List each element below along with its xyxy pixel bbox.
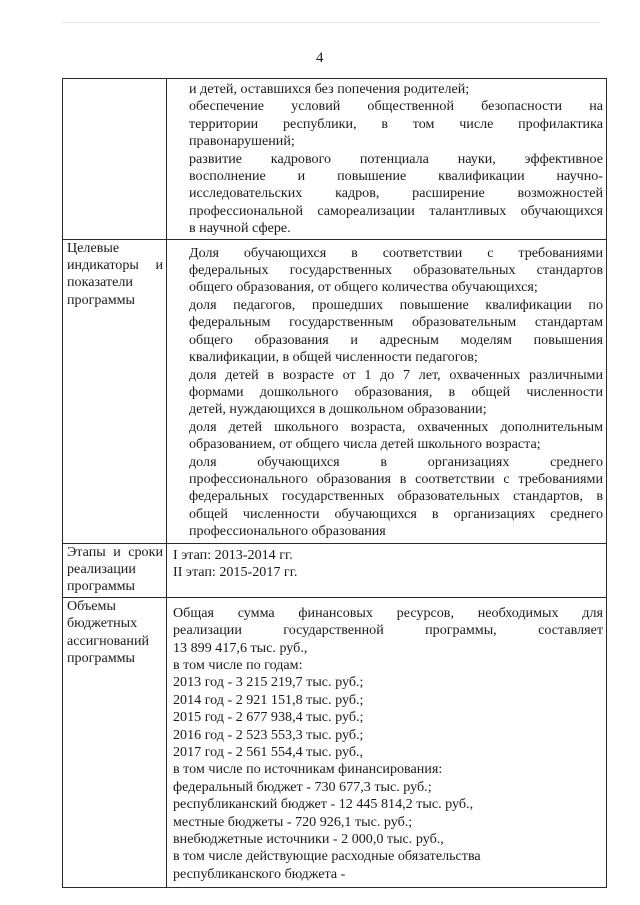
value-text-line: 2013 год - 3 215 219,7 тыс. руб.; — [173, 674, 364, 691]
value-text-line: развитие кадрового потенциала науки, эффективное — [189, 150, 603, 167]
page-number: 4 — [316, 50, 324, 66]
program-passport-table — [62, 78, 607, 888]
value-text-line: и детей, оставшихся без попечения родителей; — [189, 81, 470, 97]
table-row-goals-continuation — [63, 79, 607, 240]
table-row-stages-and-terms — [63, 543, 607, 597]
row-label: Объемы бюджетных ассигнований программы — [63, 597, 167, 888]
scan-edge-line — [62, 22, 600, 23]
value-text-line: реализации государственной программы, составляет — [173, 622, 603, 639]
value-text-line: образованием, от общего числа детей школьного возраста; — [189, 436, 541, 453]
value-text-line: в том числе по годам: — [173, 657, 303, 673]
value-text-line: территории республики, в том числе профилактика — [189, 115, 603, 132]
value-text-line: профессионального образования — [189, 523, 386, 540]
value-text-line: Доля обучающихся в соответствии с требованиями — [189, 244, 603, 261]
value-text-line: профессиональной самореализации талантливых обучающихся — [189, 202, 603, 219]
value-text-line: в научной сфере. — [189, 220, 291, 237]
value-text-line: квалификации, в общей численности педагогов; — [189, 349, 478, 366]
value-text-line: I этап: 2013-2014 гг. — [173, 546, 293, 563]
value-text-line: федеральный бюджет - 730 677,3 тыс. руб.; — [173, 778, 432, 795]
value-text-line: II этап: 2015-2017 гг. — [173, 563, 298, 580]
row-value — [167, 79, 607, 240]
row-value — [167, 543, 607, 597]
value-text-line: 13 899 417,6 тыс. руб., — [173, 639, 308, 656]
value-text-line: 2017 год - 2 561 554,4 тыс. руб., — [173, 744, 364, 761]
value-text-line: формами дошкольного образования, в общей численности — [189, 383, 603, 400]
value-text-line: Общая сумма финансовых ресурсов, необходимых для — [173, 604, 603, 621]
value-text-line: местные бюджеты - 720 926,1 тыс. руб.; — [173, 813, 413, 830]
row-label — [63, 79, 167, 240]
table-row-target-indicators — [63, 239, 607, 543]
value-text-line: внебюджетные источники - 2 000,0 тыс. руб., — [173, 831, 444, 848]
value-text-line: доля детей школьного возраста, охваченных дополнительным — [189, 418, 603, 435]
value-text-line: республиканский бюджет - 12 445 814,2 тыс. руб., — [173, 796, 474, 813]
value-text-line: в том числе по источникам финансирования: — [173, 761, 443, 778]
row-label: Целевые индикаторы и показатели программы — [63, 239, 167, 543]
value-text-line: федеральным государственным образовательным стандартам — [189, 314, 603, 331]
row-label: Этапы и сроки реализации программы — [63, 543, 167, 597]
value-text-line: исследовательских кадров, расширение возможностей — [189, 185, 603, 202]
value-text-line: восполнение и повышение квалификации научно- — [189, 168, 603, 185]
row-value — [167, 597, 607, 888]
value-text-line: детей, нуждающихся в дошкольном образовании; — [189, 401, 487, 418]
value-text-line: федеральных государственных образовательных стандартов — [189, 262, 603, 279]
row-value — [167, 239, 607, 543]
value-text-line: республиканского бюджета - — [173, 865, 346, 882]
value-text-line: федеральных государственных образовательных стандартов, в — [189, 488, 603, 505]
value-text-line: правонарушений; — [189, 133, 295, 150]
value-text-line: доля обучающихся в организациях среднего — [189, 453, 603, 470]
value-text-line: общей численности обучающихся в организациях среднего — [189, 505, 603, 522]
table-row-budget-allocations — [63, 597, 607, 888]
value-text-line: доля детей в возрасте от 1 до 7 лет, охваченных различными — [189, 366, 603, 383]
value-text-line: 2015 год - 2 677 938,4 тыс. руб.; — [173, 709, 364, 726]
value-text-line: общего образования, от общего количества обучающихся; — [189, 279, 538, 296]
value-text-line: 2014 год - 2 921 151,8 тыс. руб.; — [173, 691, 364, 708]
value-text-line: общего образования и адресным моделям повышения — [189, 331, 603, 348]
value-text-line: доля педагогов, прошедших повышение квалификации по — [189, 296, 603, 313]
value-text-line: в том числе действующие расходные обязательства — [173, 848, 481, 865]
value-text-line: профессионального образования в соответствии с требованиями — [189, 470, 603, 487]
value-text-line: 2016 год - 2 523 553,3 тыс. руб.; — [173, 726, 364, 743]
value-text-line: обеспечение условий общественной безопасности на — [189, 98, 603, 115]
